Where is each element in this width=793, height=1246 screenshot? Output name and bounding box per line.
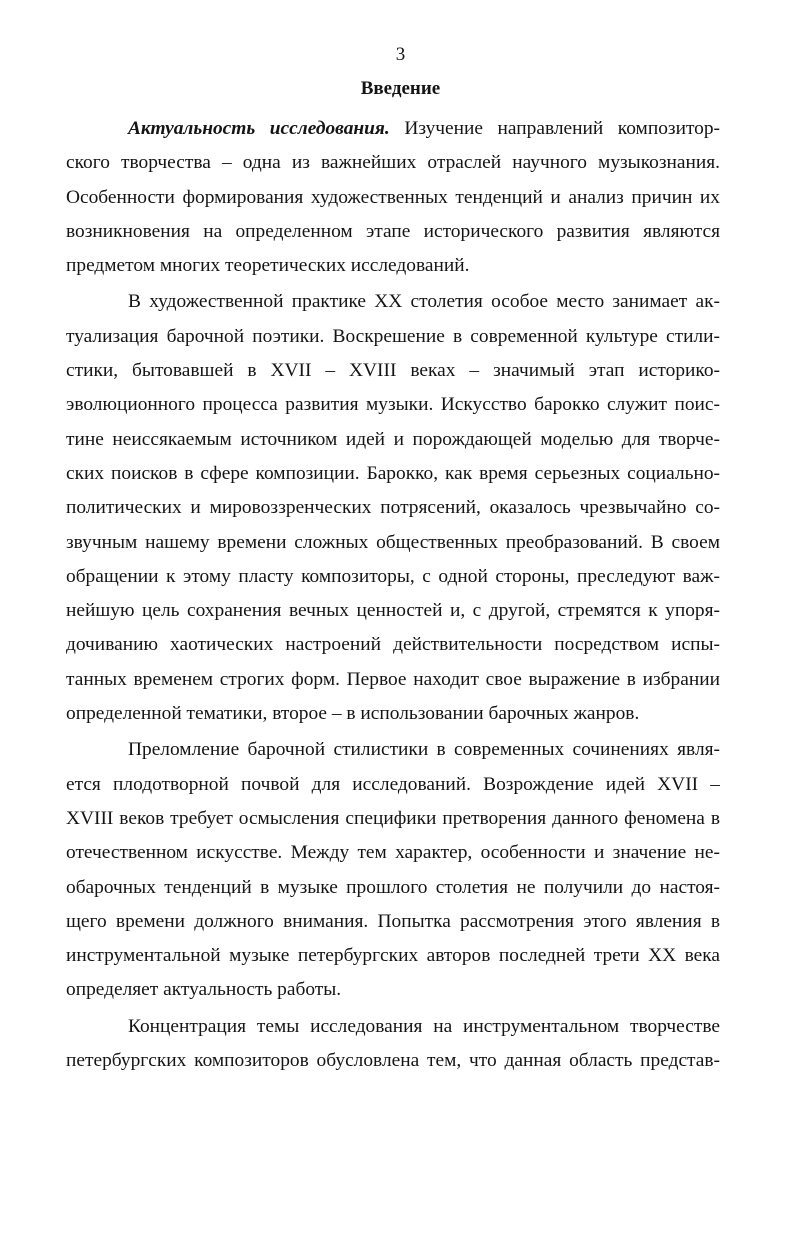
page-number: 3 xyxy=(395,44,406,65)
text-line: Концентрация темы исследования на инструментальном творчестве xyxy=(128,1015,720,1037)
text-line: ского творчества – одна из важнейших отраслей научного музыкознания. xyxy=(66,152,720,174)
text-line: эволюционного процесса развития музыки. Искусство барокко служит поис- xyxy=(66,394,720,416)
text-line: ется плодотворной почвой для исследований. Возрождение идей XVII – xyxy=(66,773,720,795)
body-text xyxy=(66,112,720,1078)
text-line: тине неиссякаемым источником идей и порождающей моделью для творче- xyxy=(66,428,720,450)
text-line: ских поисков в сфере композиции. Барокко, как время серьезных социально- xyxy=(66,462,720,484)
text-line: определенной тематики, второе – в использовании барочных жанров. xyxy=(66,703,640,725)
text-line: туализация барочной поэтики. Воскрешение в современной культуре стили- xyxy=(66,325,720,347)
text-line: Особенности формирования художественных тенденций и анализ причин их xyxy=(66,186,720,208)
paragraph xyxy=(66,733,720,1007)
text-line: обращении к этому пласту композиторы, с одной стороны, преследуют важ- xyxy=(66,565,720,587)
paragraph xyxy=(66,112,720,283)
text-line: отечественном искусстве. Между тем характер, особенности и значение не- xyxy=(66,842,720,864)
text-line: определяет актуальность работы. xyxy=(66,979,342,1001)
text-line: предметом многих теоретических исследований. xyxy=(66,255,470,277)
text-line: Преломление барочной стилистики в современных сочинениях явля- xyxy=(128,739,720,761)
text-line: политических и мировоззренческих потрясений, оказалось чрезвычайно со- xyxy=(66,497,720,519)
text-line: петербургских композиторов обусловлена тем, что данная область представ- xyxy=(66,1050,720,1072)
text-line: XVIII веков требует осмысления специфики претворения данного феномена в xyxy=(66,807,720,829)
text-line: танных временем строгих форм. Первое находит свое выражение в избрании xyxy=(66,668,720,690)
text-line: звучным нашему времени сложных общественных преобразований. В своем xyxy=(66,531,720,553)
text-line xyxy=(66,112,720,146)
text-line: возникновения на определенном этапе исторического развития являются xyxy=(66,220,720,242)
text-line: стики, бытовавшей в XVII – XVIII веках – значимый этап историко- xyxy=(66,360,720,382)
text-line: дочиванию хаотических настроений действительности посредством испы- xyxy=(66,634,720,656)
section-heading: Введение xyxy=(360,78,441,99)
text-line: инструментальной музыке петербургских авторов последней трети XX века xyxy=(66,945,720,967)
line-text: Изучение направлений композитор- xyxy=(389,118,720,139)
text-line: обарочных тенденций в музыке прошлого столетия не получили до настоя- xyxy=(66,876,720,898)
text-line: В художественной практике XX столетия особое место занимает ак- xyxy=(128,291,720,313)
text-line: щего времени должного внимания. Попытка рассмотрения этого явления в xyxy=(66,910,720,932)
paragraph xyxy=(66,285,720,731)
paragraph xyxy=(66,1010,720,1079)
text-line: нейшую цель сохранения вечных ценностей и, с другой, стремятся к упоря- xyxy=(66,600,720,622)
paragraph-lead: Актуальность исследования. xyxy=(128,118,390,139)
